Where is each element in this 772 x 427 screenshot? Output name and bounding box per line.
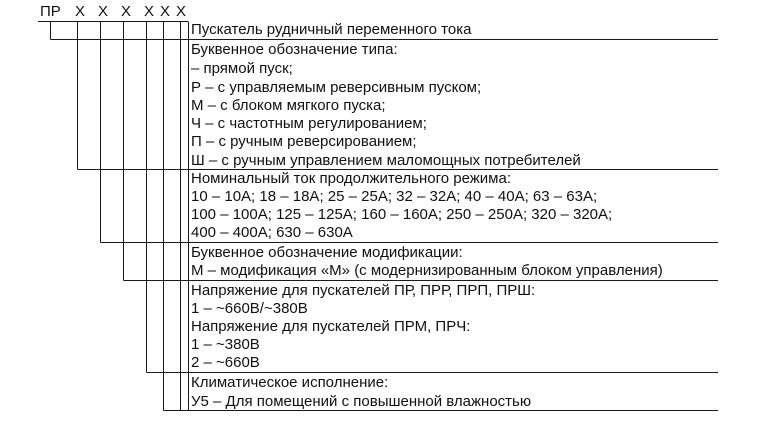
section-voltage-line-2: 1 – ~660В/~380В	[191, 300, 308, 317]
code-position-2: Х	[98, 3, 109, 20]
section-current-line-3: 100 – 100А; 125 – 125А; 160 – 160А; 250 – 250А; 320 – 320А;	[191, 206, 613, 223]
code-position-4: Х	[144, 3, 155, 20]
code-position-1: Х	[75, 3, 86, 20]
section-current-heading: Номинальный ток продолжительного режима:	[191, 170, 511, 187]
section-current-line-4: 400 – 400А; 630 – 630А	[191, 224, 353, 241]
code-prefix: ПР	[40, 3, 61, 20]
section-type-line-4: М – с блоком мягкого пуска;	[191, 97, 386, 114]
code-position-6: Х	[176, 3, 187, 20]
section-climate-heading: Климатическое исполнение:	[191, 374, 389, 391]
section-modification-heading: Буквенное обозначение модификации:	[191, 244, 463, 261]
section-modification-line-2: М – модификация «М» (с модернизированным блоком управления)	[191, 262, 663, 279]
section-voltage-heading: Напряжение для пускателей ПР, ПРР, ПРП, ПРШ:	[191, 282, 536, 299]
section-type-line-2: – прямой пуск;	[191, 60, 293, 77]
section-type-line-6: П – с ручным реверсированием;	[191, 133, 417, 150]
section-type-line-3: Р – с управляемым реверсивным пуском;	[191, 79, 482, 96]
section-voltage-line-4: 1 – ~380В	[191, 336, 260, 353]
section-current-line-2: 10 – 10А; 18 – 18А; 25 – 25А; 32 – 32А; 40 – 40А; 63 – 63А;	[191, 188, 598, 205]
section-type-line-7: Ш – с ручным управлением маломощных потребителей	[191, 152, 581, 169]
code-position-5: Х	[160, 3, 171, 20]
section-type-line-5: Ч – с частотным регулированием;	[191, 115, 427, 132]
section-climate-line-2: У5 – Для помещений с повышенной влажностью	[191, 393, 532, 410]
section-product-line-1: Пускатель рудничный переменного тока	[191, 21, 472, 38]
section-voltage-line-3: Напряжение для пускателей ПРМ, ПРЧ:	[191, 318, 471, 335]
section-type-heading: Буквенное обозначение типа:	[191, 41, 398, 58]
section-voltage-line-5: 2 – ~660В	[191, 354, 260, 371]
code-position-3: Х	[121, 3, 132, 20]
